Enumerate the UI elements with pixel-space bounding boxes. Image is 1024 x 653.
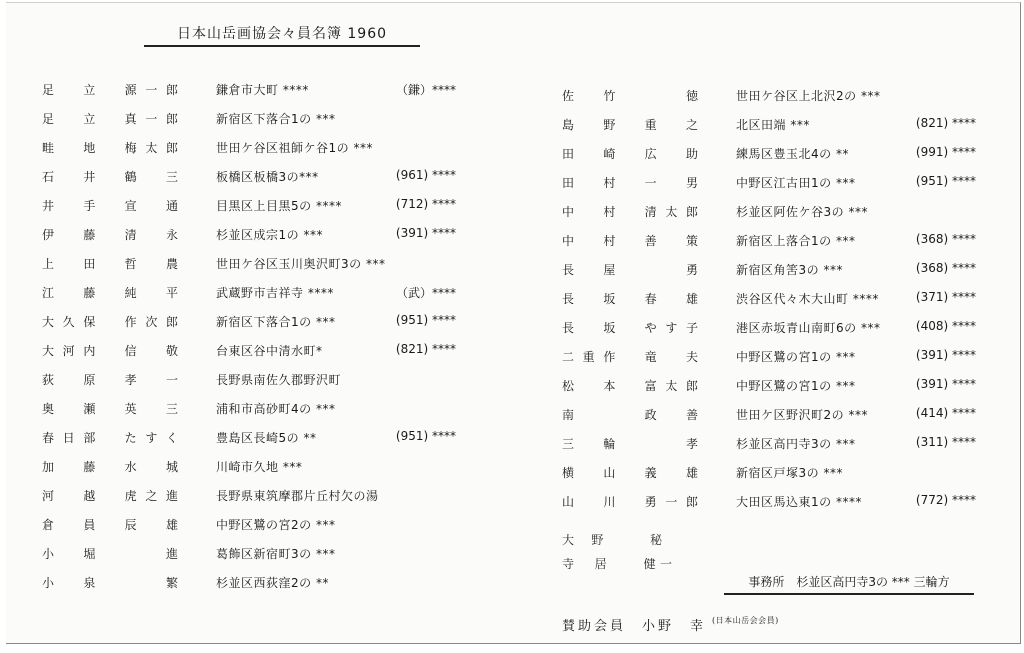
member-phone: (391) ****	[395, 226, 456, 240]
member-phone: (821) ****	[395, 342, 456, 356]
member-name: 松 本 富太郎	[562, 379, 698, 393]
member-phone: (408) ****	[915, 319, 976, 333]
member-address: 台東区谷中清水町*	[216, 344, 323, 358]
member-name: 春日部 たすく	[42, 431, 178, 445]
handwritten-member: 大 野 秘	[562, 533, 662, 547]
member-address: 新宿区角筈3の ***	[736, 263, 843, 277]
member-name: 島 野 重 之	[562, 118, 698, 132]
member-phone: (951) ****	[395, 313, 456, 327]
member-address: 杉並区阿佐ケ谷3の ***	[736, 205, 868, 219]
member-phone: (991) ****	[915, 145, 976, 159]
member-name: 長 坂 やす子	[562, 321, 698, 335]
member-name: 足 立 真一郎	[42, 112, 178, 126]
member-phone: (368) ****	[915, 261, 976, 275]
member-address: 世田ケ谷区玉川奥沢町3の ***	[216, 257, 386, 271]
member-phone: (391) ****	[915, 348, 976, 362]
member-name: 田 村 一 男	[562, 176, 698, 190]
member-phone: （武）****	[395, 286, 456, 300]
member-name: 中 村 善 策	[562, 234, 698, 248]
member-name: 南 政 善	[562, 408, 698, 422]
member-name: 横 山 義 雄	[562, 466, 698, 480]
member-phone: (311) ****	[915, 435, 976, 449]
supporting-member-signature: 賛助会員 小野 幸	[562, 619, 707, 634]
member-phone: （鎌）****	[395, 83, 456, 97]
member-address: 中野区鷺の宮2の ***	[216, 518, 336, 532]
roster-sheet	[6, 2, 1021, 644]
member-name: 上 田 哲 農	[42, 257, 178, 271]
roster-title: 日本山岳画協会々員名簿 1960	[144, 23, 420, 47]
member-address: 板橋区板橋3の***	[216, 170, 319, 184]
member-address: 目黒区上目黒5の ****	[216, 199, 342, 213]
member-address: 渋谷区代々木大山町 ****	[736, 292, 879, 306]
member-address: 中野区鷺の宮1の ***	[736, 379, 856, 393]
member-name: 中 村 清太郎	[562, 205, 698, 219]
member-name: 大河内 信 敬	[42, 344, 178, 358]
member-address: 港区赤坂青山南町6の ***	[736, 321, 881, 335]
member-name: 畦 地 梅太郎	[42, 141, 178, 155]
member-name: 奥 瀬 英 三	[42, 402, 178, 416]
member-name: 倉 員 辰 雄	[42, 518, 178, 532]
member-address: 大田区馬込東1の ****	[736, 495, 862, 509]
member-name: 井 手 宣 通	[42, 199, 178, 213]
member-address: 杉並区高円寺3の ***	[736, 437, 856, 451]
member-address: 長野県南佐久郡野沢町	[216, 373, 342, 387]
member-phone: (772) ****	[915, 493, 976, 507]
member-address: 鎌倉市大町 ****	[216, 83, 309, 97]
member-name: 足 立 源一郎	[42, 83, 178, 97]
member-phone: (961) ****	[395, 168, 456, 182]
member-address: 新宿区上落合1の ***	[736, 234, 856, 248]
member-address: 中野区江古田1の ***	[736, 176, 856, 190]
member-name: 伊 藤 清 永	[42, 228, 178, 242]
member-name: 江 藤 純 平	[42, 286, 178, 300]
member-address: 長野県東筑摩郡片丘村欠の湯	[216, 489, 379, 503]
member-address: 練馬区豊玉北4の **	[736, 147, 849, 161]
member-name: 小 泉 繁	[42, 576, 178, 590]
member-name: 佐 竹 徳	[562, 89, 698, 103]
member-address: 新宿区戸塚3の ***	[736, 466, 843, 480]
member-address: 杉並区成宗1の ***	[216, 228, 323, 242]
member-address: 杉並区西荻窪2の **	[216, 576, 329, 590]
member-address: 川崎市久地 ***	[216, 460, 303, 474]
office-address: 事務所 杉並区高円寺3の *** 三輪方	[724, 573, 974, 595]
member-address: 浦和市高砂町4の ***	[216, 402, 336, 416]
member-name: 長 屋 勇	[562, 263, 698, 277]
member-name: 大久保 作次郎	[42, 315, 178, 329]
member-phone: (368) ****	[915, 232, 976, 246]
member-phone: (951) ****	[915, 174, 976, 188]
handwritten-member: 寺 居 健一	[562, 557, 672, 571]
member-address: 世田ケ谷区上北沢2の ***	[736, 89, 881, 103]
member-name: 山 川 勇一郎	[562, 495, 698, 509]
member-name: 河 越 虎之進	[42, 489, 178, 503]
member-address: 中野区鷺の宮1の ***	[736, 350, 856, 364]
member-name: 石 井 鶴 三	[42, 170, 178, 184]
member-address: 葛飾区新宿町3の ***	[216, 547, 336, 561]
member-name: 荻 原 孝 一	[42, 373, 178, 387]
signature-note: (日本山岳会会員)	[712, 616, 779, 625]
member-address: 豊島区長崎5の **	[216, 431, 317, 445]
member-address: 新宿区下落合1の ***	[216, 315, 336, 329]
member-phone: (391) ****	[915, 377, 976, 391]
member-name: 二重作 竜 夫	[562, 350, 698, 364]
member-address: 新宿区下落合1の ***	[216, 112, 336, 126]
member-phone: (821) ****	[915, 116, 976, 130]
member-address: 世田ケ谷区祖師ケ谷1の ***	[216, 141, 373, 155]
member-name: 小 堀 進	[42, 547, 178, 561]
member-phone: (414) ****	[915, 406, 976, 420]
member-name: 三 輪 孝	[562, 437, 698, 451]
member-phone: (951) ****	[395, 429, 456, 443]
member-phone: (371) ****	[915, 290, 976, 304]
member-phone: (712) ****	[395, 197, 456, 211]
member-name: 田 崎 広 助	[562, 147, 698, 161]
member-address: 武蔵野市吉祥寺 ****	[216, 286, 334, 300]
member-address: 世田ケ区野沢町2の ***	[736, 408, 868, 422]
member-name: 長 坂 春 雄	[562, 292, 698, 306]
member-address: 北区田端 ***	[736, 118, 810, 132]
member-name: 加 藤 水 城	[42, 460, 178, 474]
